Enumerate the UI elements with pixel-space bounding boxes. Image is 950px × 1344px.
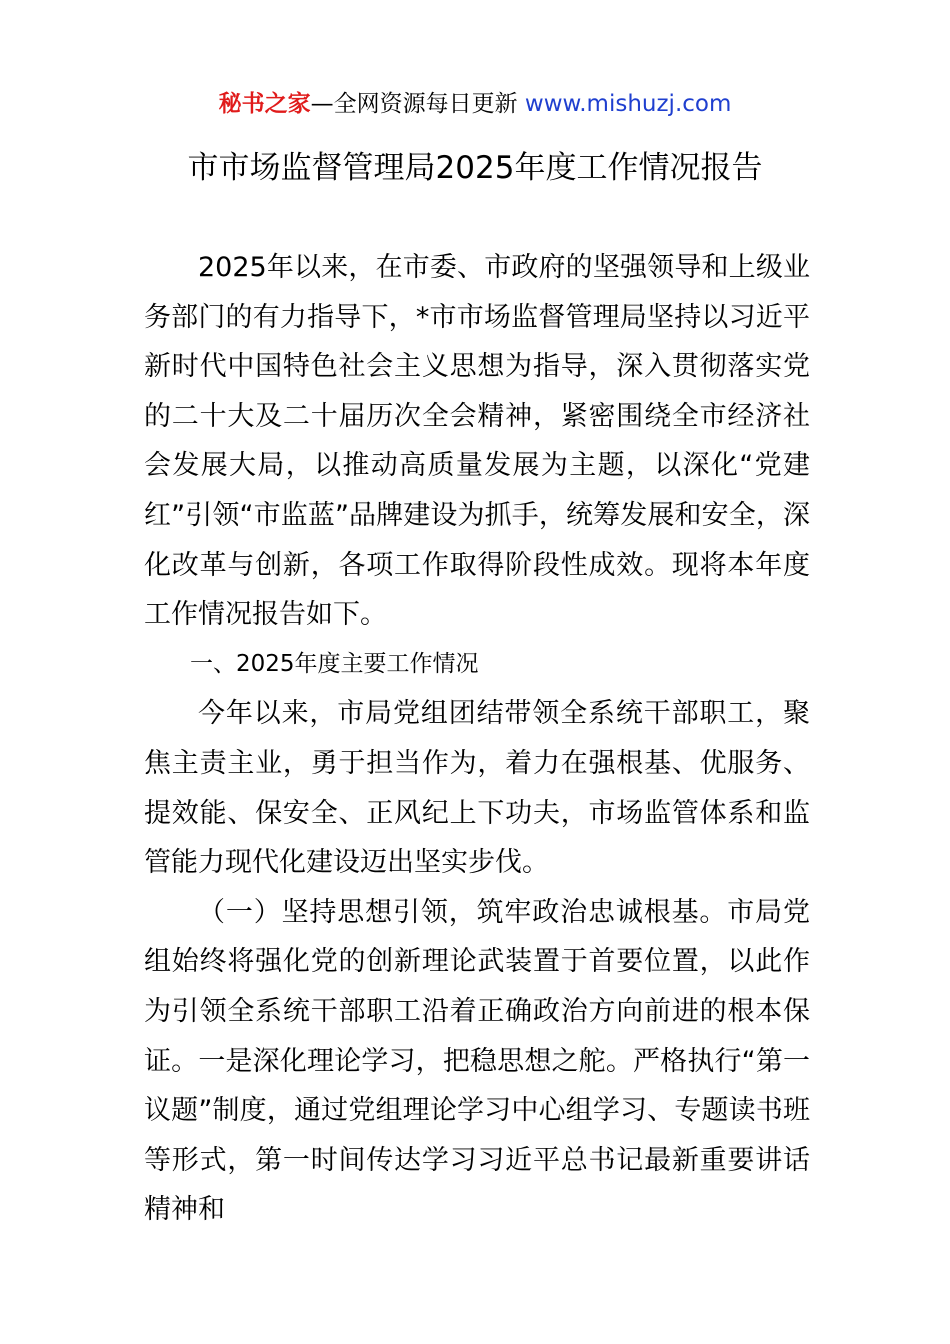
overview-paragraph: 今年以来，市局党组团结带领全系统干部职工，聚焦主责主业，勇于担当作为，着力在强根基、优服务、提效能、保安全、正风纪上下功夫，市场监管体系和监管能力现代化建设迈出坚实步伐。	[144, 698, 810, 879]
document-body	[144, 243, 810, 1235]
subsection-paragraph: （一）坚持思想引领，筑牢政治忠诚根基。市局党组始终将强化党的创新理论武装置于首要位置，以此作为引领全系统干部职工沿着正确政治方向前进的根本保证。一是深化理论学习，把稳思想之舵。严格执行“第一议题”制度，通过党组理论学习中心组学习、专题读书班等形式，第一时间传达学习习近平总书记最新重要讲话精神和	[144, 896, 810, 1226]
intro-paragraph: 2025年以来，在市委、市政府的坚强领导和上级业务部门的有力指导下，*市市场监督管理局坚持以习近平新时代中国特色社会主义思想为指导，深入贯彻落实党的二十大及二十届历次全会精神，紧密围绕全市经济社会发展大局，以推动高质量发展为主题，以深化“党建红”引领“市监蓝”品牌建设为抓手，统筹发展和安全，深化改革与创新，各项工作取得阶段性成效。现将本年度工作情况报告如下。	[144, 252, 810, 631]
site-url-link[interactable]: www.mishuzj.com	[524, 91, 732, 117]
site-header	[0, 88, 950, 120]
section-heading: 一、2025年度主要工作情况	[190, 650, 479, 677]
site-slogan: —全网资源每日更新	[310, 91, 525, 117]
document-title: 市市场监督管理局2025年度工作情况报告	[187, 150, 763, 186]
site-brand: 秘书之家	[218, 91, 311, 117]
